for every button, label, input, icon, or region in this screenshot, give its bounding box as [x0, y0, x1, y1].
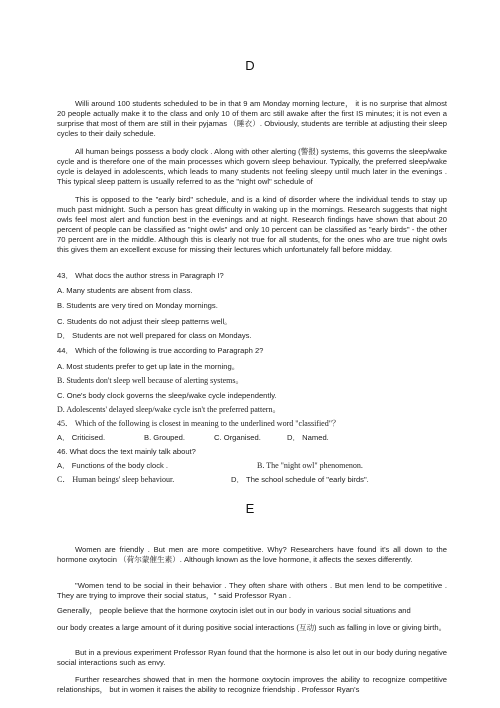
question-43-stem: 43． What docs the author stress in Paragraph I?	[57, 271, 224, 280]
paragraph-d3: This is opposed to the "early bird" schedule, and is a kind of disorder where the individual tends to stay up much past midnight. Such a person has great difficulty in waking up in the mornings. Research suggests that night owls feel most alert and function best in the evenings and at night. Research findings have shown that about 20 percent of people can be classified as "night owls" and only 10 percent can be classified as "early birds" - the other 70 percent are in the middle. Although this is clearly not true for all students, for the ones who are true night owls this gives them an excellent excuse for missing their lectures which unfortunately fall before midday.	[57, 195, 447, 254]
paragraph-d2: All human beings possess a body clock . Along with other alerting (警报) systems, this governs the sleep/wake cycle and is therefore one of the main processes which govern sleep behaviour. Typically, the preferred sleep/wake cycle is delayed in adolescents, which leads to many students not feeling sleepy until much later in the evenings . This typical sleep pattern is usually referred to as the "night owl" schedule of	[57, 147, 447, 186]
paragraph-e5: But in a previous experiment Professor Ryan found that the hormone is also let out in our body during negative social interactions such as envy.	[57, 648, 447, 667]
question-46-stem: 46. What docs the text mainly talk about?	[57, 447, 196, 456]
section-e-title: E	[245, 501, 255, 516]
question-46-option-b: B. The "night owl" phenomenon.	[257, 461, 363, 470]
question-46-option-a: A． Functions of the body clock .	[57, 461, 169, 470]
question-45-option-c: C. Organised.	[214, 433, 261, 442]
question-45-option-a: A． Criticised.	[57, 433, 106, 442]
paragraph-d1: Willi around 100 students scheduled to be in that 9 am Monday morning lecture， it is no surprise that almost 20 people actually make it to the class and only 10 of them arc still awake after the first IS minutes; it is not even a surprise that most of them are still in their pyjamas （睡衣）. Obviously, students are terrible at adjusting their sleep cycles to their daily schedule.	[57, 99, 447, 138]
question-44-option-a: A. Most students prefer to get up late in the morning。	[57, 362, 240, 371]
paragraph-e3: Generally， people believe that the hormone oxytocin islet out in our body in various social situations and	[57, 606, 411, 615]
question-46-option-c: C． Human beings' sleep behaviour.	[57, 475, 175, 484]
question-45-stem: 45． Which of the following is closest in meaning to the underlined word "classified"？	[57, 419, 340, 428]
question-43-option-c: C. Students do not adjust their sleep patterns well。	[57, 317, 232, 326]
paragraph-e1: Women are friendly . But men are more competitive. Why? Researchers have found it's all down to the hormone oxytocin （荷尔蒙催生素）. Although known as the love hormone, it affects the sexes differently.	[57, 545, 447, 564]
question-44-option-d: D. Adolescents' delayed sleep/wake cycle isn't the preferred pattern。	[57, 405, 281, 414]
question-46-option-d: D． The school schedule of "early birds".	[231, 475, 369, 484]
question-45-option-d: D． Named.	[287, 433, 329, 442]
paragraph-e6: Further researches showed that in men the hormone oxytocin improves the ability to recognize competitive relationships， but in women it raises the ability to recognize friendship . Professor Ryan's	[57, 675, 447, 694]
question-43-option-d: D． Students are not well prepared for class on Mondays.	[57, 331, 252, 340]
paragraph-e2: "Women tend to be social in their behavior . They often share with others . But men lend to be competitive . They are trying to improve their social status，" said Professor Ryan .	[57, 581, 447, 600]
paragraph-e4: our body creates a large amount of it during positive social interactions (互动) such as falling in love or giving birth。	[57, 623, 447, 632]
question-44-option-b: B. Students don't sleep well because of alerting systems。	[57, 376, 244, 385]
section-d-title: D	[245, 58, 255, 73]
question-45-option-b: B. Grouped.	[144, 433, 185, 442]
question-44-stem: 44． Which of the following is true according to Paragraph 2?	[57, 346, 264, 355]
question-43-option-b: B. Students are very tired on Monday mornings.	[57, 301, 218, 310]
question-44-option-c: C. One's body clock governs the sleep/wake cycle independently.	[57, 391, 277, 400]
question-43-option-a: A. Many students are absent from class.	[57, 286, 193, 295]
